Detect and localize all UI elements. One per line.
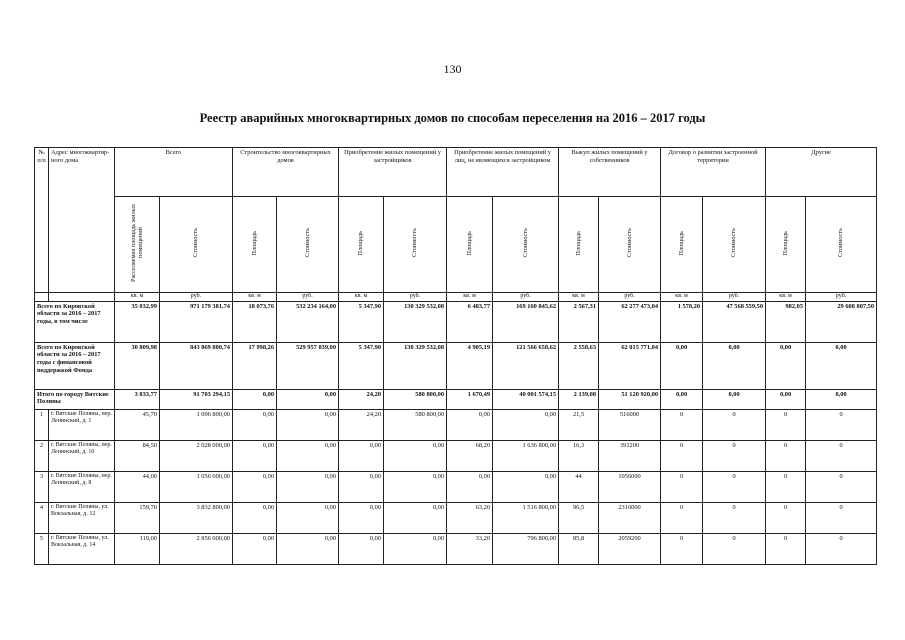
header-sub-cell [559, 197, 599, 293]
registry-table [34, 147, 877, 565]
row-number: 5 [35, 533, 49, 564]
unit-label: кв. м [115, 292, 160, 301]
header-cost: Стоимость [521, 228, 529, 258]
row-value-cell: 0,00 [277, 440, 339, 471]
row-value-cell: 0 [806, 502, 877, 533]
total-value-cell: 1 578,20 [661, 301, 703, 342]
unit-label: руб. [493, 292, 559, 301]
row-value-cell: 0 [661, 502, 703, 533]
row-value-cell: 2059200 [599, 533, 661, 564]
row-value-cell: 1 636 800,00 [493, 440, 559, 471]
row-value-cell: 45,70 [115, 409, 160, 440]
row-value-cell: 0,00 [384, 533, 447, 564]
row-address: г. Вятские Поляны, пер. Ленинский, д. 8 [49, 471, 115, 502]
header-sub-cell [160, 197, 233, 293]
row-value-cell: 0 [703, 409, 766, 440]
row-value-cell: 119,00 [115, 533, 160, 564]
unit-label: кв. м [339, 292, 384, 301]
total-value-cell: 130 329 532,08 [384, 342, 447, 389]
row-value-cell: 0,00 [384, 440, 447, 471]
header-sub-cell [766, 197, 806, 293]
table-row [35, 471, 877, 502]
row-value-cell: 0,00 [339, 533, 384, 564]
header-cost: Стоимость [837, 228, 845, 258]
total-value-cell: 130 329 532,08 [384, 301, 447, 342]
total-value-cell: 2 558,63 [559, 342, 599, 389]
row-value-cell: 2 856 000,00 [160, 533, 233, 564]
row-value-cell: 44 [559, 471, 599, 502]
row-value-cell: 2 028 000,00 [160, 440, 233, 471]
row-value-cell: 0,00 [233, 471, 277, 502]
row-value-cell: 0 [766, 471, 806, 502]
header-area: Площадь [465, 230, 473, 256]
total-value-cell: 0,00 [277, 389, 339, 409]
row-value-cell: 0 [661, 409, 703, 440]
total-value-cell: 0,00 [661, 342, 703, 389]
header-area: Площадь [357, 230, 365, 256]
total-value-cell: 29 608 807,50 [806, 301, 877, 342]
units-blank [49, 292, 115, 301]
row-address: г. Вятские Поляны, пер. Ленинский, д. 1 [49, 409, 115, 440]
row-value-cell: 0,00 [339, 440, 384, 471]
total-row [35, 389, 877, 409]
row-value-cell: 0 [703, 471, 766, 502]
row-value-cell: 0 [806, 409, 877, 440]
page-number: 130 [443, 62, 462, 76]
row-value-cell: 63,20 [447, 502, 493, 533]
row-value-cell: 0 [766, 533, 806, 564]
row-value-cell: 2316000 [599, 502, 661, 533]
header-cost: Стоимость [625, 228, 633, 258]
total-value-cell: 121 566 658,62 [493, 342, 559, 389]
unit-label: кв. м [559, 292, 599, 301]
total-value-cell: 0,00 [766, 389, 806, 409]
row-value-cell: 84,50 [115, 440, 160, 471]
total-value-cell: 982,05 [766, 301, 806, 342]
total-value-cell: 0,00 [806, 342, 877, 389]
row-value-cell: 0,00 [384, 502, 447, 533]
header-sub-cell [661, 197, 703, 293]
row-value-cell: 21,5 [559, 409, 599, 440]
total-value-cell: 2 567,31 [559, 301, 599, 342]
header-group-total: Всего [115, 148, 233, 197]
row-value-cell: 0,00 [277, 502, 339, 533]
unit-label: кв. м [447, 292, 493, 301]
total-value-cell: 40 001 574,15 [493, 389, 559, 409]
header-area: Площадь [574, 230, 582, 256]
row-value-cell: 3 832 800,00 [160, 502, 233, 533]
header-group-buyout: Выкуп жилых помещений у собственников [559, 148, 661, 197]
row-value-cell: 0 [806, 440, 877, 471]
row-value-cell: 44,00 [115, 471, 160, 502]
header-row-subcolumns [35, 197, 877, 293]
page-title: Реестр аварийных многоквартирных домов по способам переселения на 2016 – 2017 годы [199, 111, 706, 125]
row-address: г. Вятские Поляны, пер. Ленинский, д. 10 [49, 440, 115, 471]
row-value-cell: 0 [766, 440, 806, 471]
row-value-cell: 1 096 800,00 [160, 409, 233, 440]
row-value-cell: 0,00 [384, 471, 447, 502]
totals-body [35, 301, 877, 409]
total-label: Всего по Кировской области за 2016 – 2017 годы, в том числе [35, 301, 115, 342]
total-value-cell: 529 957 839,00 [277, 342, 339, 389]
total-value-cell: 2 139,08 [559, 389, 599, 409]
header-group-non-developers: Приобретение жилых помещений у лиц, не являющихся застройщиком [447, 148, 559, 197]
row-value-cell: 0,00 [493, 409, 559, 440]
unit-label: руб. [599, 292, 661, 301]
row-number: 2 [35, 440, 49, 471]
total-value-cell: 971 179 381,74 [160, 301, 233, 342]
total-value-cell: 35 032,99 [115, 301, 160, 342]
header-cost: Стоимость [411, 228, 419, 258]
total-label: Итого по городу Вятские Поляны [35, 389, 115, 409]
total-value-cell: 18 073,76 [233, 301, 277, 342]
total-label: Всего по Кировской области за 2016 – 2017 годы с финансовой поддержкой Фонда [35, 342, 115, 389]
total-value-cell: 0,00 [766, 342, 806, 389]
row-value-cell: 0,00 [493, 471, 559, 502]
row-value-cell: 0 [661, 471, 703, 502]
total-value-cell: 580 800,00 [384, 389, 447, 409]
row-value-cell: 85,8 [559, 533, 599, 564]
header-sub-cell [233, 197, 277, 293]
total-value-cell: 24,20 [339, 389, 384, 409]
header-row-groups [35, 148, 877, 197]
header-sub-cell [599, 197, 661, 293]
header-address: Адрес многоквартир-ного дома [49, 148, 115, 293]
row-value-cell: 0,00 [339, 502, 384, 533]
header-row-units [35, 292, 877, 301]
row-value-cell: 0,00 [233, 533, 277, 564]
total-row [35, 342, 877, 389]
table-row [35, 502, 877, 533]
row-number: 3 [35, 471, 49, 502]
unit-label: руб. [160, 292, 233, 301]
header-cost: Стоимость [303, 228, 311, 258]
unit-label: руб. [703, 292, 766, 301]
header-area: Площадь [781, 230, 789, 256]
total-value-cell: 0,00 [661, 389, 703, 409]
total-value-cell: 1 670,49 [447, 389, 493, 409]
units-blank [35, 292, 49, 301]
row-value-cell: 68,20 [447, 440, 493, 471]
row-value-cell: 0 [703, 533, 766, 564]
total-value-cell: 0,00 [703, 342, 766, 389]
total-value-cell: 17 998,26 [233, 342, 277, 389]
row-value-cell: 0 [703, 440, 766, 471]
row-address: г. Вятские Поляны, ул. Вокзальная, д. 14 [49, 533, 115, 564]
unit-label: руб. [384, 292, 447, 301]
header-group-development-contract: Договор о развитии застроенной территории [661, 148, 766, 197]
row-value-cell: 0,00 [277, 533, 339, 564]
row-value-cell: 159,70 [115, 502, 160, 533]
total-value-cell: 3 833,77 [115, 389, 160, 409]
unit-label: кв. м [766, 292, 806, 301]
header-sub-cell [493, 197, 559, 293]
total-value-cell: 0,00 [806, 389, 877, 409]
row-value-cell: 0,00 [277, 471, 339, 502]
total-value-cell: 5 347,90 [339, 301, 384, 342]
row-value-cell: 0 [766, 409, 806, 440]
row-value-cell: 1 056 000,00 [160, 471, 233, 502]
total-value-cell: 4 905,19 [447, 342, 493, 389]
total-value-cell: 91 703 294,15 [160, 389, 233, 409]
table-row [35, 533, 877, 564]
unit-label: руб. [806, 292, 877, 301]
total-value-cell: 30 809,98 [115, 342, 160, 389]
header-cost: Стоимость [730, 228, 738, 258]
total-row [35, 301, 877, 342]
row-value-cell: 96,5 [559, 502, 599, 533]
header-num: № п/п [35, 148, 49, 293]
unit-label: кв. м [661, 292, 703, 301]
total-value-cell: 47 568 559,50 [703, 301, 766, 342]
header-cost: Стоимость [192, 228, 200, 258]
row-value-cell: 0,00 [447, 471, 493, 502]
header-group-other: Другие [766, 148, 877, 197]
header-sub-cell [447, 197, 493, 293]
table-row [35, 440, 877, 471]
total-value-cell: 843 869 800,74 [160, 342, 233, 389]
row-value-cell: 580 800,00 [384, 409, 447, 440]
unit-label: руб. [277, 292, 339, 301]
unit-label: кв. м [233, 292, 277, 301]
header-sub-cell [339, 197, 384, 293]
row-value-cell: 0,00 [233, 409, 277, 440]
total-value-cell: 169 160 845,62 [493, 301, 559, 342]
header-sub-cell [703, 197, 766, 293]
header-group-construction: Строительство многоквартирных домов [233, 148, 339, 197]
row-number: 1 [35, 409, 49, 440]
total-value-cell: 532 234 164,00 [277, 301, 339, 342]
total-value-cell: 51 120 920,00 [599, 389, 661, 409]
total-value-cell: 0,00 [233, 389, 277, 409]
total-value-cell: 5 347,90 [339, 342, 384, 389]
total-value-cell: 62 277 473,04 [599, 301, 661, 342]
header-area: Площадь [250, 230, 258, 256]
row-value-cell: 0 [661, 533, 703, 564]
row-value-cell: 24,20 [339, 409, 384, 440]
row-address: г. Вятские Поляны, ул. Вокзальная, д. 12 [49, 502, 115, 533]
row-value-cell: 516000 [599, 409, 661, 440]
row-value-cell: 0,00 [447, 409, 493, 440]
row-value-cell: 0,00 [277, 409, 339, 440]
row-value-cell: 0 [766, 502, 806, 533]
row-value-cell: 391200 [599, 440, 661, 471]
row-value-cell: 0 [661, 440, 703, 471]
row-value-cell: 0,00 [233, 502, 277, 533]
total-value-cell: 0,00 [703, 389, 766, 409]
table-row [35, 409, 877, 440]
row-value-cell: 0 [806, 533, 877, 564]
row-value-cell: 0,00 [339, 471, 384, 502]
row-value-cell: 0 [806, 471, 877, 502]
header-sub-cell [277, 197, 339, 293]
row-value-cell: 1 516 800,00 [493, 502, 559, 533]
row-number: 4 [35, 502, 49, 533]
header-group-developers: Приобретение жилых помещений у застройщиков [339, 148, 447, 197]
row-value-cell: 796 800,00 [493, 533, 559, 564]
total-value-cell: 6 483,77 [447, 301, 493, 342]
header-sub-cell [115, 197, 160, 293]
row-value-cell: 16,3 [559, 440, 599, 471]
header-resettled-area: Расселяемая площадь жилых помещений [129, 204, 144, 282]
row-value-cell: 0 [703, 502, 766, 533]
header-sub-cell [384, 197, 447, 293]
header-area: Площадь [677, 230, 685, 256]
rows-body [35, 409, 877, 564]
row-value-cell: 0,00 [233, 440, 277, 471]
row-value-cell: 1056000 [599, 471, 661, 502]
header-sub-cell [806, 197, 877, 293]
row-value-cell: 33,20 [447, 533, 493, 564]
total-value-cell: 62 015 771,04 [599, 342, 661, 389]
